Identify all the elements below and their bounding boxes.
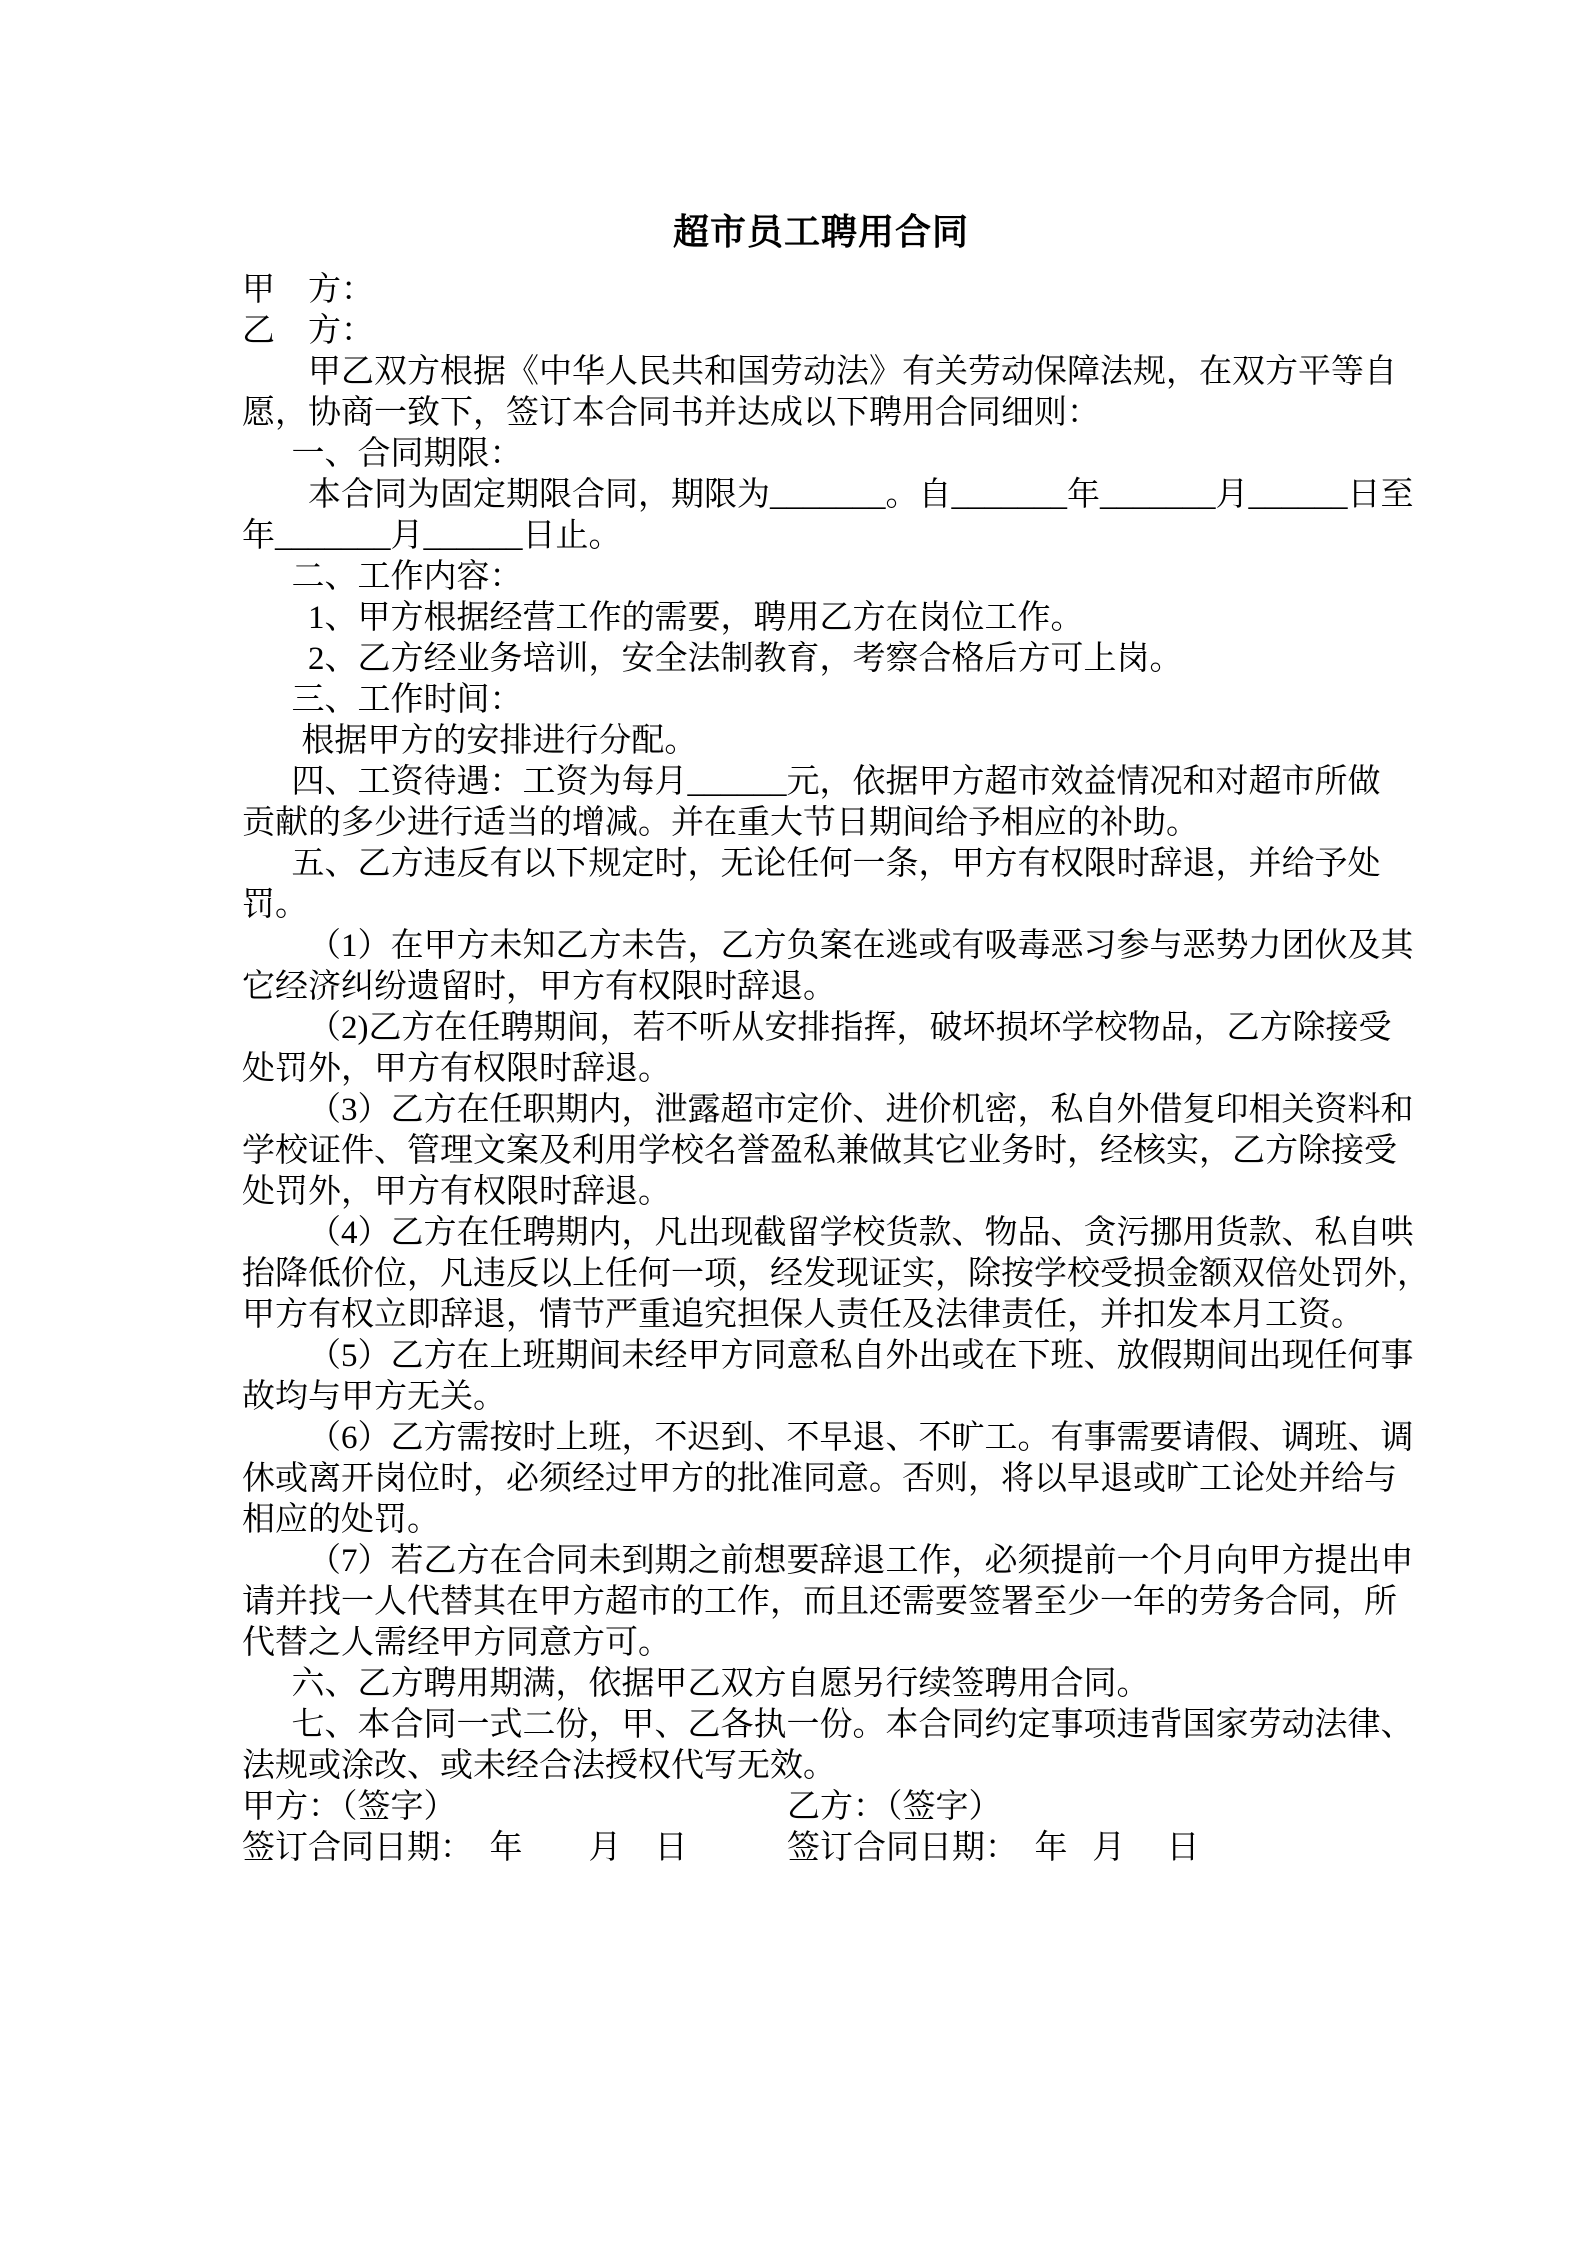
document-line: 休或离开岗位时，必须经过甲方的批准同意。否则，将以早退或旷工论处并给与 [242, 1461, 1397, 1497]
document-line: 它经济纠纷遗留时，甲方有权限时辞退。 [242, 969, 836, 1005]
document-line: 五、乙方违反有以下规定时，无论任何一条，甲方有权限时辞退，并给予处 [291, 846, 1381, 882]
document-line: 四、工资待遇：工资为每月______元，依据甲方超市效益情况和对超市所做 [291, 764, 1381, 800]
document-line: 一、合同期限： [291, 436, 523, 472]
document-line: 愿，协商一致下，签订本合同书并达成以下聘用合同细则： [242, 395, 1100, 431]
document-line: （7）若乙方在合同未到期之前想要辞退工作，必须提前一个月向甲方提出申 [308, 1543, 1414, 1579]
document-line: （3）乙方在任职期内，泄露超市定价、进价机密，私自外借复印相关资料和 [308, 1092, 1414, 1128]
document-line: 三、工作时间： [291, 682, 523, 718]
document-line: （5）乙方在上班期间未经甲方同意私自外出或在下班、放假期间出现任何事 [308, 1338, 1414, 1374]
document-line: 2、乙方经业务培训，安全法制教育，考察合格后方可上岗。 [308, 641, 1183, 677]
document-line: 贡献的多少进行适当的增减。并在重大节日期间给予相应的补助。 [242, 805, 1199, 841]
party-a-date-label: 签订合同日期： 年 月 日 [242, 1830, 688, 1866]
document-line: 甲方有权立即辞退，情节严重追究担保人责任及法律责任，并扣发本月工资。 [242, 1297, 1364, 1333]
party-b-date-label: 签订合同日期： 年 月 日 [787, 1830, 1200, 1866]
document-line: 罚。 [242, 887, 308, 923]
party-b-signature-label: 乙方：（签字） [787, 1789, 1002, 1825]
document-line: 处罚外，甲方有权限时辞退。 [242, 1051, 671, 1087]
document-line: （4）乙方在任聘期内，凡出现截留学校货款、物品、贪污挪用货款、私自哄 [308, 1215, 1414, 1251]
document-line: 根据甲方的安排进行分配。 [301, 723, 698, 759]
document-line: 法规或涂改、或未经合法授权代写无效。 [242, 1748, 836, 1784]
document-line: 故均与甲方无关。 [242, 1379, 506, 1415]
document-body [242, 270, 1586, 1787]
document-line: 乙 方： [242, 313, 374, 349]
document-line: 甲乙双方根据《中华人民共和国劳动法》有关劳动保障法规，在双方平等自 [308, 354, 1397, 390]
document-line: （1）在甲方未知乙方未告，乙方负案在逃或有吸毒恶习参与恶势力团伙及其 [308, 928, 1414, 964]
document-line: 六、乙方聘用期满，依据甲乙双方自愿另行续签聘用合同。 [291, 1666, 1150, 1702]
document-line: 抬降低价位，凡违反以上任何一项，经发现证实，除按学校受损金额双倍处罚外， [242, 1256, 1430, 1292]
document-line: 请并找一人代替其在甲方超市的工作，而且还需要签署至少一年的劳务合同，所 [242, 1584, 1397, 1620]
document-line: 代替之人需经甲方同意方可。 [242, 1625, 671, 1661]
document-line: 甲 方： [242, 272, 374, 308]
signature-row [242, 1787, 1586, 1828]
document-line: 1、甲方根据经营工作的需要，聘用乙方在岗位工作。 [308, 600, 1084, 636]
document-line: （6）乙方需按时上班，不迟到、不早退、不旷工。有事需要请假、调班、调 [308, 1420, 1414, 1456]
document-line: 七、本合同一式二份，甲、乙各执一份。本合同约定事项违背国家劳动法律、 [291, 1707, 1414, 1743]
document-line: 相应的处罚。 [242, 1502, 440, 1538]
document-line: 学校证件、管理文案及利用学校名誉盈私兼做其它业务时，经核实，乙方除接受 [242, 1133, 1397, 1169]
document-line: （2)乙方在任聘期间，若不听从安排指挥，破坏损坏学校物品，乙方除接受 [308, 1010, 1392, 1046]
party-a-signature-label: 甲方：（签字） [242, 1789, 457, 1825]
signature-date-row [242, 1828, 1586, 1869]
document-line: 二、工作内容： [291, 559, 523, 595]
document-line: 处罚外，甲方有权限时辞退。 [242, 1174, 671, 1210]
document-line: 年_______月______日止。 [242, 518, 622, 554]
document-title: 超市员工聘用合同 [672, 212, 969, 252]
document-line: 本合同为固定期限合同，期限为_______。自_______年_______月______日至 [308, 477, 1414, 513]
